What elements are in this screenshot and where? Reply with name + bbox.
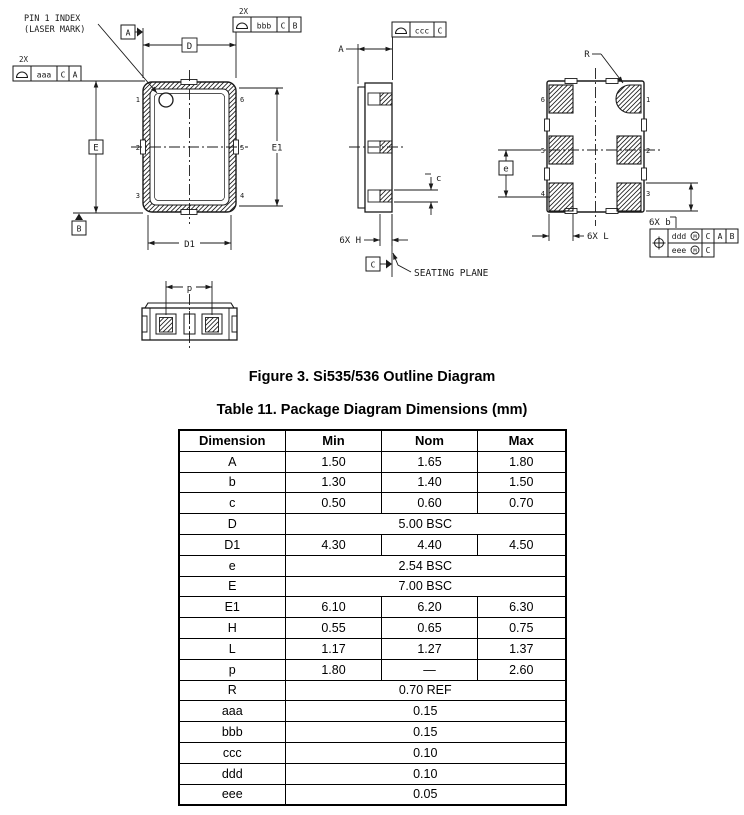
pin1-note-line1: PIN 1 INDEX: [24, 14, 81, 24]
max-cell: 4.50: [478, 534, 566, 555]
pin1-note-line2: (LASER MARK): [24, 25, 86, 35]
table-row: [179, 659, 566, 680]
dim-R-label: R: [584, 50, 590, 60]
pin-number: 2: [646, 147, 651, 155]
dimension-cell: ddd: [179, 763, 286, 784]
top-notch: [181, 80, 197, 85]
nom-cell: 1.65: [382, 451, 478, 472]
table-row: [179, 784, 566, 805]
side-view: [349, 83, 406, 212]
fcf-ddd-ref1: C: [705, 232, 711, 241]
pad-4: [549, 183, 573, 211]
min-cell: 1.50: [286, 451, 382, 472]
nom-cell: 1.40: [382, 472, 478, 493]
table-row: [179, 472, 566, 493]
dim-E-label: E: [93, 143, 99, 154]
nom-cell: 0.65: [382, 618, 478, 639]
header-row: [179, 430, 566, 451]
fcf-bbb-tol: bbb: [256, 21, 272, 31]
min-cell: 4.30: [286, 534, 382, 555]
dim-E-group: [72, 81, 143, 235]
fcf-eee-tol: eee: [671, 246, 687, 255]
dim-L-label: 6X L: [587, 232, 609, 242]
min-cell: 6.10: [286, 597, 382, 618]
top-view: [131, 70, 248, 224]
lid: [358, 87, 365, 208]
table-row: [179, 493, 566, 514]
datum-a-flag: [121, 25, 143, 39]
qty-2x: 2X: [19, 55, 29, 64]
dim-c-group: [394, 174, 441, 215]
fcf-ccc-tol: ccc: [414, 26, 430, 36]
fcf-ccc-ref1: C: [437, 26, 443, 36]
table-row: [179, 597, 566, 618]
span-cell: 0.05: [286, 784, 566, 805]
max-cell: 2.60: [478, 659, 566, 680]
dimension-cell: R: [179, 680, 286, 701]
pin-number: 4: [240, 192, 245, 200]
pin-number: 3: [646, 190, 651, 198]
datum-c-group: [366, 214, 489, 279]
span-cell: 0.15: [286, 722, 566, 743]
dim-b-label: 6X b: [649, 218, 671, 228]
nom-cell: 4.40: [382, 534, 478, 555]
pad-6: [549, 85, 573, 113]
fcf-bbb-ref2: B: [292, 21, 298, 31]
dim-H-label: 6X H: [339, 236, 361, 246]
pin1-index-mark: [159, 93, 173, 107]
figure-caption: Figure 3. Si535/536 Outline Diagram: [248, 369, 496, 385]
span-cell: 7.00 BSC: [286, 576, 566, 597]
span-cell: 0.10: [286, 763, 566, 784]
table-title: Table 11. Package Diagram Dimensions (mm): [216, 402, 528, 418]
fcf-bbb: [233, 7, 301, 32]
nom-cell: —: [382, 659, 478, 680]
min-cell: 1.17: [286, 638, 382, 659]
fcf-ddd-ref2: A: [717, 232, 723, 241]
dim-b-group: [646, 183, 698, 228]
dim-D1-label: D1: [184, 240, 195, 250]
mmc-m: M: [693, 248, 697, 255]
dimension-cell: L: [179, 638, 286, 659]
table-row: [179, 701, 566, 722]
dim-c-label: c: [436, 174, 442, 184]
fcf-aaa-tol: aaa: [36, 70, 52, 80]
max-cell: 6.30: [478, 597, 566, 618]
qty-2x: 2X: [239, 7, 249, 16]
pad-3: [617, 183, 641, 211]
pin-number: 6: [240, 96, 245, 104]
fcf-aaa: [13, 55, 145, 81]
span-cell: 0.70 REF: [286, 680, 566, 701]
pin-number: 4: [540, 190, 545, 198]
table-row: [179, 534, 566, 555]
table-row: [179, 618, 566, 639]
nom-cell: 0.60: [382, 493, 478, 514]
dimension-cell: b: [179, 472, 286, 493]
dimension-cell: D1: [179, 534, 286, 555]
dim-L-group: [532, 214, 609, 242]
dimension-cell: c: [179, 493, 286, 514]
col-header-nom: Nom: [382, 430, 478, 451]
pin-number: 3: [135, 192, 140, 200]
min-cell: 1.30: [286, 472, 382, 493]
dimensions-table: [178, 429, 567, 806]
dimension-cell: e: [179, 555, 286, 576]
col-header-max: Max: [478, 430, 566, 451]
dimension-cell: A: [179, 451, 286, 472]
table-row: [179, 680, 566, 701]
col-header-dimension: Dimension: [179, 430, 286, 451]
dimension-cell: H: [179, 618, 286, 639]
table-row: [179, 451, 566, 472]
table-row: [179, 514, 566, 535]
dim-D1-group: [148, 215, 231, 250]
mmc-m: M: [693, 234, 697, 241]
dim-p-label: p: [186, 284, 193, 294]
bottom-notch: [181, 210, 197, 215]
table-row: [179, 576, 566, 597]
pin-number: 1: [135, 96, 140, 104]
dim-A-label: A: [338, 45, 344, 55]
min-cell: 0.50: [286, 493, 382, 514]
pin-number: 5: [540, 147, 545, 155]
dimension-cell: E: [179, 576, 286, 597]
min-cell: 1.80: [286, 659, 382, 680]
table-row: [179, 722, 566, 743]
bottom-view: [530, 68, 660, 226]
outline-diagram: [0, 0, 744, 362]
max-cell: 1.50: [478, 472, 566, 493]
pin-number: 2: [135, 144, 140, 152]
max-cell: 1.80: [478, 451, 566, 472]
nom-cell: 6.20: [382, 597, 478, 618]
seating-plane-label: SEATING PLANE: [414, 268, 489, 279]
table-row: [179, 638, 566, 659]
dim-e-label: e: [503, 164, 509, 175]
datum-a-label: A: [125, 28, 131, 38]
fcf-ddd-tol: ddd: [671, 232, 687, 241]
dim-A-group: [338, 44, 392, 84]
dimension-cell: bbb: [179, 722, 286, 743]
table-row: [179, 763, 566, 784]
dim-H-group: [339, 214, 408, 246]
fcf-eee-ref1: C: [705, 246, 711, 255]
fcf-position: [650, 229, 738, 257]
fcf-ddd-ref3: B: [729, 232, 735, 241]
dimension-cell: E1: [179, 597, 286, 618]
min-cell: 0.55: [286, 618, 382, 639]
max-cell: 0.70: [478, 493, 566, 514]
front-view: [142, 294, 237, 350]
datum-b-label: B: [76, 224, 82, 234]
span-cell: 2.54 BSC: [286, 555, 566, 576]
pin-number: 6: [540, 96, 545, 104]
fcf-bbb-ref1: C: [280, 21, 286, 31]
span-cell: 0.10: [286, 742, 566, 763]
nom-cell: 1.27: [382, 638, 478, 659]
fcf-aaa-ref2: A: [72, 70, 78, 80]
table-row: [179, 555, 566, 576]
span-cell: 5.00 BSC: [286, 514, 566, 535]
dim-D-label: D: [186, 42, 193, 52]
dimension-cell: D: [179, 514, 286, 535]
col-header-min: Min: [286, 430, 382, 451]
max-cell: 1.37: [478, 638, 566, 659]
fcf-aaa-ref1: C: [60, 70, 66, 80]
dimension-cell: eee: [179, 784, 286, 805]
max-cell: 0.75: [478, 618, 566, 639]
pin-number: 5: [240, 144, 245, 152]
pad-1: [616, 85, 641, 113]
dimension-cell: p: [179, 659, 286, 680]
fcf-ccc: [392, 22, 446, 80]
dimension-cell: aaa: [179, 701, 286, 722]
span-cell: 0.15: [286, 701, 566, 722]
datum-c-label: C: [370, 260, 376, 270]
dimension-cell: ccc: [179, 742, 286, 763]
dim-E1-label: E1: [271, 143, 283, 154]
pin-number: 1: [646, 96, 651, 104]
table-row: [179, 742, 566, 763]
